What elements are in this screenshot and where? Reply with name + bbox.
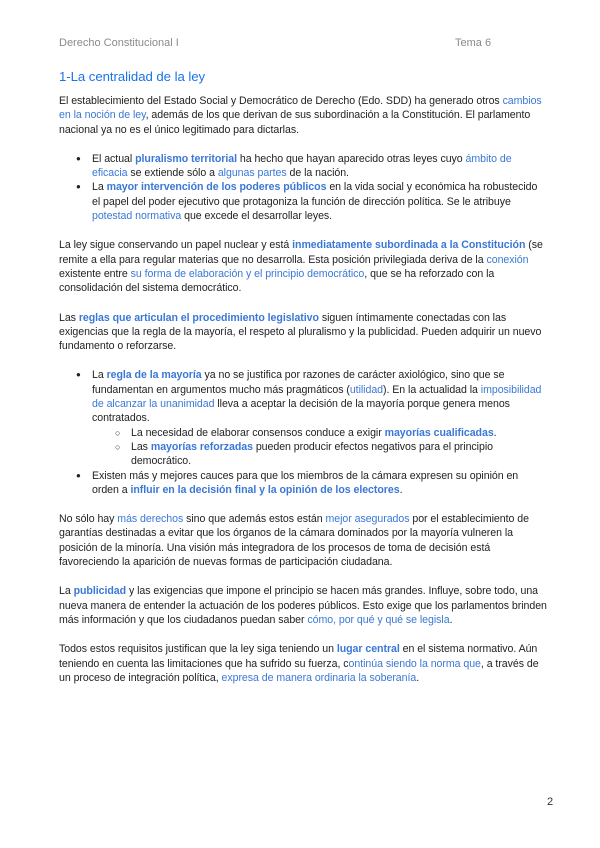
text: La [92, 181, 107, 194]
text: . [416, 671, 420, 684]
highlight: publicidad [73, 585, 127, 598]
text: por el establecimiento de garantías destinadas a evitar que los órganos de la cámara dominados por la mayoría vulneren la posición de la minoría. Una visión más integradora de los procesos de toma de decisión está favoreciendo la aparición de nuevas formas de participación ciudadana. [59, 513, 529, 569]
text: Existen más y mejores cauces para que los miembros de la cámara expresen su opinión en orden a [92, 469, 519, 496]
highlight: inmediatamente subordinada a la Constitución [292, 239, 526, 252]
sub-list-item [131, 440, 547, 469]
header-course: Derecho Constitucional I [59, 37, 179, 49]
highlight: cambios en la noción de ley [59, 95, 542, 122]
highlight: cómo, por qué y qué se legisla [307, 613, 450, 626]
text: ya no se justifica por razones de carácter axiológico, sino que se fundamentan en argumentos mucho más pragmáticos ( [92, 369, 505, 396]
sub-list [92, 426, 547, 469]
highlight: regla de la mayoría [106, 369, 202, 382]
text: siguen íntimamente conectadas con las exigencias que la regla de la mayoría, el respeto al pluralismo y la publicidad. Pueden adquirir un nuevo fundamento o reforzarse. [59, 311, 542, 353]
text: y las exigencias que impone el principio se hacen más grandes. Influye, sobre todo, una nueva manera de entender la actuación de los poderes públicos. Esto exige que los parlamentos brinden más información y que los ciudadanos puedan saber [59, 585, 547, 626]
text: El actual [92, 152, 136, 165]
paragraph-4 [59, 512, 547, 569]
text: La [92, 369, 107, 382]
text: de la nación. [286, 167, 349, 180]
highlight: lugar central [336, 643, 400, 656]
text: La ley sigue conservando un papel nuclear y está [59, 239, 293, 252]
highlight: mejor asegurados [325, 513, 410, 526]
text: Las [59, 311, 79, 324]
text: La [59, 585, 74, 598]
list-item [92, 152, 547, 181]
paragraph-5 [59, 584, 547, 627]
highlight: más derechos [117, 513, 184, 526]
text: . [399, 483, 403, 496]
text: sino que además estos están [183, 513, 326, 526]
text: (se remite a ella para regular materias que no desarrolla. Esta posición privilegiada deriva de la [59, 239, 543, 266]
highlight: su forma de elaboración y el principio democrático [130, 267, 365, 280]
bullet-list-2 [59, 368, 547, 497]
paragraph-2 [59, 238, 547, 295]
text: El establecimiento del Estado Social y Democrático de Derecho (Edo. SDD) ha generado otros [59, 95, 503, 107]
text: ha hecho que hayan aparecido otras leyes cuyo [237, 152, 466, 165]
highlight: mayorías reforzadas [150, 440, 253, 453]
bullet-list-1 [59, 152, 547, 223]
highlight: reglas que articulan el procedimiento legislativo [78, 311, 319, 324]
highlight: imposibilidad de alcanzar la unanimidad [92, 383, 542, 411]
text: pueden producir efectos negativos para el principio democrático. [131, 440, 493, 468]
highlight: pluralismo territorial [135, 152, 237, 165]
highlight: influir en la decisión final y la opinión de los electores [130, 483, 400, 496]
text: , a través de un proceso de integración política, [59, 657, 539, 684]
document-body [59, 69, 547, 700]
text: Todos estos requisitos justifican que la ley siga teniendo un [59, 643, 337, 656]
text: que excede el desarrollar leyes. [181, 210, 333, 223]
highlight: ontinúa siendo la norma que [348, 657, 481, 670]
list-item [92, 368, 547, 468]
paragraph-6 [59, 642, 547, 685]
sub-list-item [131, 426, 547, 440]
header-topic: Tema 6 [455, 37, 492, 49]
text: . [449, 613, 453, 626]
highlight: conexión [486, 253, 529, 266]
highlight: mayorías cualificadas [384, 426, 494, 439]
paragraph-1 [59, 94, 547, 137]
highlight: algunas partes [217, 167, 287, 180]
text: ). En la actualidad la [383, 383, 481, 396]
text: lleva a aceptar la decisión de la mayoría porque genera menos contratados. [92, 398, 510, 425]
list-item [92, 469, 547, 498]
highlight: mayor intervención de los poderes públicos [106, 181, 327, 194]
text: , que se ha reforzado con la consolidación del sistema democrático. [59, 267, 495, 295]
text: La necesidad de elaborar consensos conduce a exigir [131, 426, 385, 439]
highlight: potestad normativa [92, 210, 182, 223]
section-title: 1-La centralidad de la ley [59, 69, 206, 84]
text: Las [131, 440, 151, 453]
text: . [493, 426, 497, 439]
highlight: expresa de manera ordinaria la soberanía [221, 671, 417, 684]
text: en el sistema normativo. Aún teniendo en cuenta las limitaciones que ha sufrido su fuerza, c [59, 643, 538, 670]
text: No sólo hay [59, 513, 118, 526]
text: existente entre [59, 267, 131, 280]
highlight: ámbito de eficacia [92, 152, 512, 180]
highlight: utilidad [349, 383, 383, 396]
text: , además de los que derivan de sus subordinación a la Constitución. El parlamento nacional ya no es el único legitimado para dictarlas. [59, 109, 531, 136]
page-header [59, 37, 541, 51]
text: en la vida social y económica ha robustecido el papel del poder ejecutivo que protagoniza la función de dirección política. Se le atribuye [92, 181, 538, 208]
page-number: 2 [547, 796, 554, 808]
text: se extiende sólo a [127, 167, 218, 180]
list-item [92, 180, 547, 223]
paragraph-3 [59, 311, 547, 354]
